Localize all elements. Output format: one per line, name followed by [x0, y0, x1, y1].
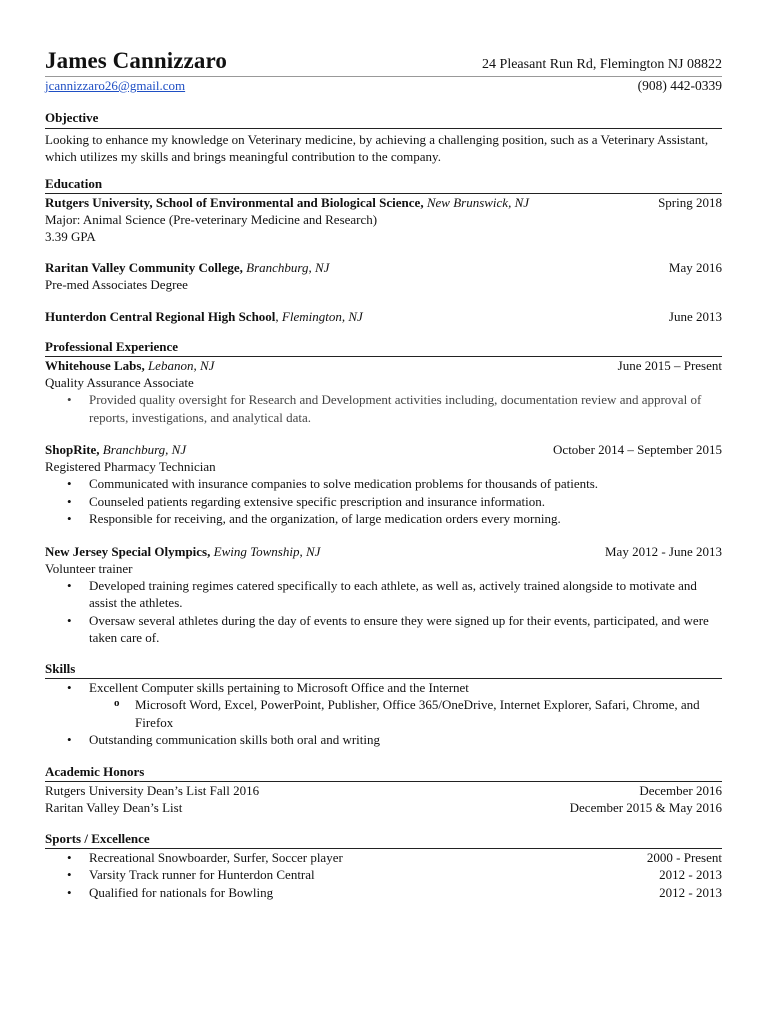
sports-list: [45, 849, 722, 902]
job-role: Quality Assurance Associate: [45, 375, 194, 390]
list-item: • Responsible for receiving, and the organization, of large medication orders every morning.: [45, 510, 722, 528]
education-detail: Pre-med Associates Degree: [45, 277, 188, 292]
resume-page: [45, 48, 722, 901]
experience-entry: [45, 357, 722, 426]
employer-location: Ewing Township, NJ: [213, 543, 321, 559]
experience-section: [45, 339, 722, 647]
section-title-experience: Professional Experience: [45, 339, 178, 354]
section-title-objective: Objective: [45, 110, 99, 125]
education-detail: 3.39 GPA: [45, 229, 96, 244]
list-item: [45, 866, 722, 884]
school-location: Branchburg, NJ: [246, 260, 330, 275]
experience-entry: [45, 441, 722, 528]
header-row: [45, 48, 722, 74]
employer-location: Branchburg, NJ: [102, 442, 187, 457]
header-divider: [45, 76, 722, 77]
education-date: June 2013: [668, 309, 722, 324]
education-detail: Major: Animal Science (Pre-veterinary Medicine and Research): [45, 212, 378, 227]
section-divider: [45, 128, 722, 129]
school-name: Rutgers University, School of Environmental and Biological Science,: [45, 195, 424, 210]
sport-label: • Recreational Snowboarder, Surfer, Soccer player: [89, 849, 343, 865]
list-item: [45, 884, 722, 902]
experience-entry: [45, 543, 722, 647]
list-item: • Excellent Computer skills pertaining to Microsoft Office and the Internet: [45, 679, 722, 697]
list-item: • Communicated with insurance companies to solve medication problems for thousands of patients.: [45, 475, 722, 493]
employment-dates: May 2012 - June 2013: [605, 543, 722, 559]
employment-dates: June 2015 – Present: [617, 358, 722, 373]
honor-row: [45, 782, 722, 799]
list-item: • Oversaw several athletes during the day of events to ensure they were signed up for their events, participated, and were taken care of.: [45, 612, 722, 647]
employer-name: New Jersey Special Olympics,: [45, 543, 211, 559]
education-entry: [45, 259, 722, 293]
honor-label: Raritan Valley Dean’s List: [45, 799, 183, 815]
phone-number: (908) 442-0339: [637, 78, 722, 93]
honor-date: December 2015 & May 2016: [569, 799, 722, 815]
school-name: Raritan Valley Community College,: [45, 260, 243, 275]
honor-row: [45, 799, 722, 816]
duties-list: [45, 577, 722, 647]
education-section: [45, 176, 722, 325]
sport-date: 2012 - 2013: [659, 867, 722, 882]
school-location: New Brunswick, NJ: [426, 195, 530, 210]
list-item: • Outstanding communication skills both oral and writing: [45, 731, 722, 749]
school-name: Hunterdon Central Regional High School: [45, 309, 276, 324]
skills-section: [45, 661, 722, 749]
honor-label: Rutgers University Dean’s List Fall 2016: [45, 782, 260, 798]
list-item: • Provided quality oversight for Research and Development activities including, documentation review and approval of reports, investigations, and analytical data.: [45, 391, 722, 426]
job-role: Registered Pharmacy Technician: [45, 459, 216, 474]
objective-text: Looking to enhance my knowledge on Veterinary medicine, by achieving a challenging position, such as a Veterinary Assistant, which utilizes my skills and brings meaningful contribution to the company.: [45, 132, 709, 164]
employer-name: Whitehouse Labs,: [45, 358, 145, 373]
employment-dates: October 2014 – September 2015: [553, 442, 722, 457]
list-item: • Developed training regimes catered specifically to each athlete, as well as, actively trained alongside to motivate and assist the athletes.: [45, 577, 722, 612]
email-link[interactable]: jcannizzaro26@gmail.com: [45, 78, 186, 93]
employer-location: Lebanon, NJ: [147, 358, 215, 373]
section-title-education: Education: [45, 176, 103, 191]
education-date: Spring 2018: [658, 195, 722, 210]
honor-date: December 2016: [639, 782, 722, 798]
sports-section: [45, 831, 722, 902]
section-title-skills: Skills: [45, 660, 76, 676]
section-title-honors: Academic Honors: [45, 763, 145, 779]
sport-label: • Qualified for nationals for Bowling: [89, 884, 274, 900]
list-item: [45, 849, 722, 867]
sport-date: 2012 - 2013: [659, 884, 722, 900]
education-date: May 2016: [668, 260, 722, 275]
honors-section: [45, 764, 722, 816]
sub-list-item: o Microsoft Word, Excel, PowerPoint, Publisher, Office 365/OneDrive, Internet Explorer, Safari, Chrome, and Firefox: [45, 696, 722, 731]
candidate-name: James Cannizzaro: [45, 48, 227, 73]
education-entry: [45, 194, 722, 245]
job-role: Volunteer trainer: [45, 560, 133, 576]
school-location: Flemington, NJ: [281, 309, 363, 324]
sport-date: 2000 - Present: [646, 849, 722, 865]
list-item: • Counseled patients regarding extensive specific prescription and insurance information.: [45, 493, 722, 511]
objective-section: [45, 110, 722, 165]
section-title-sports: Sports / Excellence: [45, 830, 150, 846]
employer-name: ShopRite,: [45, 442, 100, 457]
duties-list: [45, 475, 722, 528]
education-entry: Hunterdon Central Regional High School, Flemington, NJ June 2013: [45, 309, 722, 324]
duties-list: [45, 391, 722, 426]
candidate-address: 24 Pleasant Run Rd, Flemington NJ 08822: [482, 57, 722, 72]
skills-list: [45, 679, 722, 749]
sport-label: • Varsity Track runner for Hunterdon Central: [89, 867, 315, 882]
contact-row: [45, 78, 722, 94]
